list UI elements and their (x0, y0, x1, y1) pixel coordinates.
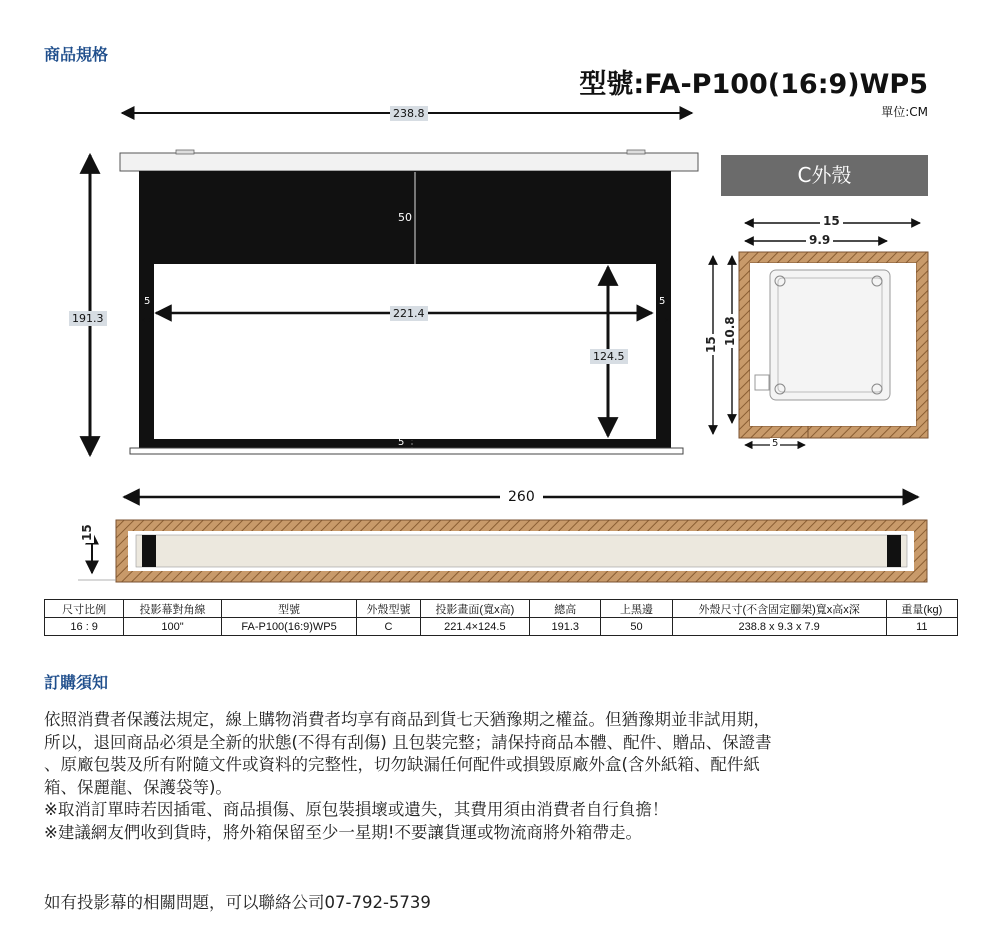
dim-top-width: 238.8 (390, 106, 428, 121)
dim-shell-h1: 15 (704, 336, 718, 353)
table-cell: 238.8 x 9.3 x 7.9 (672, 618, 886, 636)
table-header-cell: 外殼尺寸(不含固定腳架)寬x高x深 (672, 600, 886, 618)
dim-right-border: 5 (659, 296, 666, 307)
dim-shell-inner: 9.9 (806, 233, 833, 247)
bottom-bar (130, 448, 683, 454)
notice-line: 所以，退回商品必須是全新的狀態(不得有刮傷) 且包裝完整；請保持商品本體、配件、贈品、保證書 (44, 732, 772, 752)
shell-type-label: C外殼 (721, 155, 928, 196)
dim-shell-bottom: 5 (772, 438, 779, 449)
section-title-order: 訂購須知 (44, 673, 109, 692)
table-cell: 16 : 9 (45, 618, 124, 636)
dim-total-height: 191.3 (69, 311, 107, 326)
dim-view-height: 124.5 (590, 349, 628, 364)
dim-shell-h2: 10.8 (723, 316, 737, 346)
notice-line: 依照消費者保護法規定，線上購物消費者均享有商品到貨七天猶豫期之權益。但猶豫期並非試用期， (44, 710, 770, 729)
table-cell: 50 (601, 618, 672, 636)
table-cell: 100" (124, 618, 221, 636)
table-cell: FA-P100(16:9)WP5 (221, 618, 357, 636)
table-header-cell: 尺寸比例 (45, 600, 124, 618)
table-header-cell: 上黑邊 (601, 600, 672, 618)
section-title-spec: 商品規格 (44, 45, 109, 64)
table-header-row (45, 600, 958, 618)
dim-case-length: 260 (500, 488, 543, 506)
table-header-cell: 重量(kg) (886, 600, 957, 618)
dim-case-height: 15 (80, 524, 94, 541)
screen-view-area (154, 264, 656, 439)
notice-line: ※建議網友們收到貨時，將外箱保留至少一星期!不要讓貨運或物流商將外箱帶走。 (44, 822, 642, 842)
dim-view-width: 221.4 (390, 306, 428, 321)
unit-label: 單位:CM (881, 105, 928, 119)
notice-line: 箱、保麗龍、保護袋等)。 (44, 777, 232, 797)
dim-top-black: 50 (398, 211, 412, 224)
table-cell: 11 (886, 618, 957, 636)
screen-housing (120, 153, 698, 171)
contact-info: 如有投影幕的相關問題，可以聯絡公司07-792-5739 (44, 893, 431, 912)
spec-table (44, 599, 958, 636)
table-header-cell: 投影幕對角線 (124, 600, 221, 618)
table-cell: 221.4×124.5 (420, 618, 529, 636)
table-header-cell: 外殼型號 (357, 600, 420, 618)
model-title: 型號:FA-P100(16:9)WP5 (579, 69, 928, 100)
dim-shell-width: 15 (820, 214, 843, 228)
table-cell: C (357, 618, 420, 636)
dim-left-border: 5 (144, 296, 151, 307)
table-header-cell: 型號 (221, 600, 357, 618)
table-row (45, 618, 958, 636)
table-header-cell: 總高 (530, 600, 601, 618)
notice-line: ※取消訂單時若因插電、商品損傷、原包裝損壞或遺失，其費用須由消費者自行負擔！ (44, 800, 669, 820)
order-notice-text (44, 709, 964, 845)
notice-line: 、原廠包裝及所有附隨文件或資料的完整性，切勿缺漏任何配件或損毀原廠外盒(含外紙箱、配件紙 (44, 755, 760, 775)
table-header-cell: 投影畫面(寬x高) (420, 600, 529, 618)
dim-bottom-border: 5 (398, 437, 405, 448)
table-cell: 191.3 (530, 618, 601, 636)
